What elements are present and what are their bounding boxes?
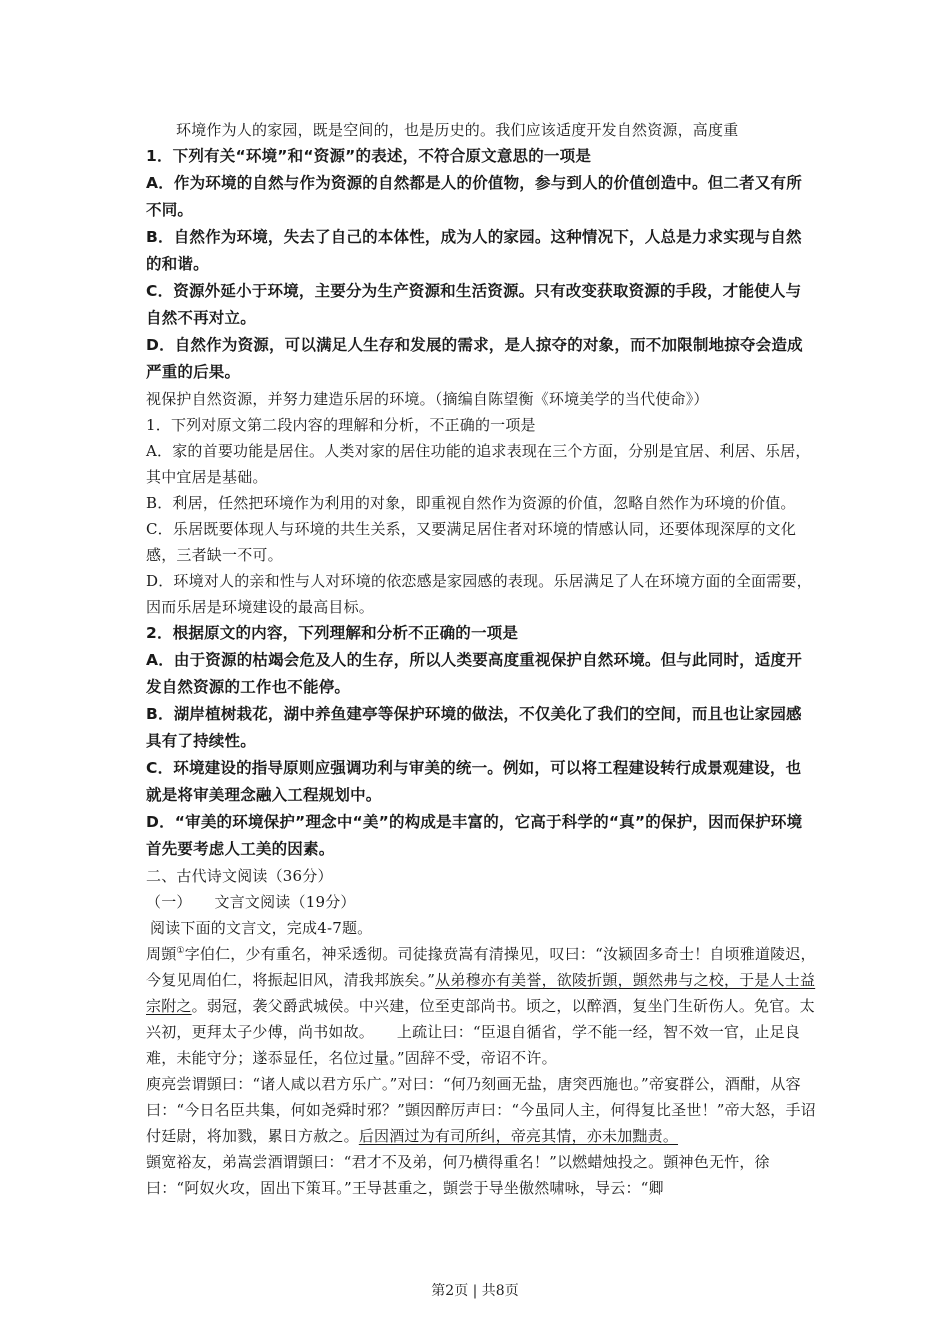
passage-source-line: 视保护自然资源，并努力建造乐居的环境。（摘编自陈望衡《环境美学的当代使命》） [146,390,709,408]
classical-paragraph-3: 顗宽裕友，弟嵩尝酒谓顗曰：“君才不及弟，何乃横得重名！”以燃蜡烛投之。顗神色无忤，徐曰：“阿奴火攻，固出下策耳。”王导甚重之，顗尝于导坐傲然啸咏，导云：“卿 [146,1153,770,1197]
question-1-option-c: C．资源外延小于环境，主要分为生产资源和生活资源。只有改变获取资源的手段，才能使人与自然不再对立。 [146,282,802,327]
footnote-marker: ① [176,946,185,956]
passage-line: 环境作为人的家园，既是空间的，也是历史的。我们应该适度开发自然资源，高度重 [176,121,739,139]
classical-name: 周顗 [146,945,177,963]
question-1b-stem: 1．下列对原文第二段内容的理解和分析，不正确的一项是 [146,416,536,434]
question-2-option-a: A．由于资源的枯竭会危及人的生存，所以人类要高度重视保护自然环境。但与此同时，适度开发自然资源的工作也不能停。 [146,651,802,696]
classical-text: 庾亮尝谓顗曰：“诸人咸以君方乐广。”对曰：“何乃刻画无盐，唐突西施也。”帝宴群公，酒酣，从容曰：“今日名臣共集，何如尧舜时邪？”顗因醉厉声曰：“今虽同人主，何得复比圣世！”帝大怒，手诏付廷尉，将加戮，累日方赦之。 [146,1075,816,1145]
question-2-option-b: B．湖岸植树栽花，湖中养鱼建亭等保护环境的做法，不仅美化了我们的空间，而且也让家园感具有了持续性。 [146,705,802,750]
page-footer: 第2页 | 共8页 [431,1283,519,1299]
question-1-option-a: A．作为环境的自然与作为资源的自然都是人的价值物，参与到人的价值创造中。但二者又有所不同。 [146,174,802,219]
page-content [146,117,816,1201]
question-2-option-c: C．环境建设的指导原则应强调功利与审美的统一。例如，可以将工程建设转行成景观建设，也就是将审美理念融入工程规划中。 [146,759,802,804]
classical-text: 。弱冠，袭父爵武城侯。中兴建，位至吏部尚书。顷之，以醉酒，复坐门生斫伤人。免官。太兴初，更拜太子少傅，尚书如故。 上疏让曰：“臣退自循省，学不能一经，智不效一官，止足良难，未能守分；遂忝显任，名位过量。”固辞不受，帝诏不许。 [146,997,815,1067]
underlined-sentence: 后因酒过为有司所纠，帝亮其情，亦未加黜责。 [358,1127,679,1145]
question-1-stem: 1．下列有关“环境”和“资源”的表述，不符合原文意思的一项是 [146,147,592,165]
question-2-stem: 2．根据原文的内容，下列理解和分析不正确的一项是 [146,624,519,642]
question-1b-option-c: C．乐居既要体现人与环境的共生关系，又要满足居住者对环境的情感认同，还要体现深厚的文化感，三者缺一不可。 [146,520,797,564]
reading-instruction: 阅读下面的文言文，完成4-7题。 [150,919,373,937]
question-1b-option-b: B．利居，任然把环境作为利用的对象，即重视自然作为资源的价值，忽略自然作为环境的价值。 [146,494,796,512]
classical-paragraph-1 [146,941,816,1071]
section-heading: 二、古代诗文阅读（36分） [146,867,333,885]
question-2-option-d: D．“审美的环境保护”理念中“美”的构成是丰富的，它高于科学的“真”的保护，因而保护环境首先要考虑人工美的因素。 [146,813,803,858]
question-1b-option-a: A．家的首要功能是居住。人类对家的居住功能的追求表现在三个方面，分别是宜居、利居、乐居，其中宜居是基础。 [146,442,811,486]
question-1b-option-d: D．环境对人的亲和性与人对环境的依恋感是家园感的表现。乐居满足了人在环境方面的全面需要，因而乐居是环境建设的最高目标。 [146,572,812,616]
subsection-heading: （一） 文言文阅读（19分） [146,893,356,911]
question-1-option-d: D．自然作为资源，可以满足人生存和发展的需求，是人掠夺的对象，而不加限制地掠夺会造成严重的后果。 [146,336,803,381]
classical-text: 字伯仁，少有重名，神采透彻。司徒掾贲嵩有清操见，叹曰：“汝颍固多奇士！自顷雅道陵迟，今复见周伯仁，将振起旧风，清我邦族矣。” [146,945,816,989]
classical-paragraph-2 [146,1071,816,1149]
question-1-option-b: B．自然作为环境，失去了自己的本体性，成为人的家园。这种情况下，人总是力求实现与自然的和谐。 [146,228,802,273]
underlined-sentence: 从弟穆亦有美誉，欲陵折顗，顗然弗与之校，于是人士益宗附之 [146,971,816,1015]
